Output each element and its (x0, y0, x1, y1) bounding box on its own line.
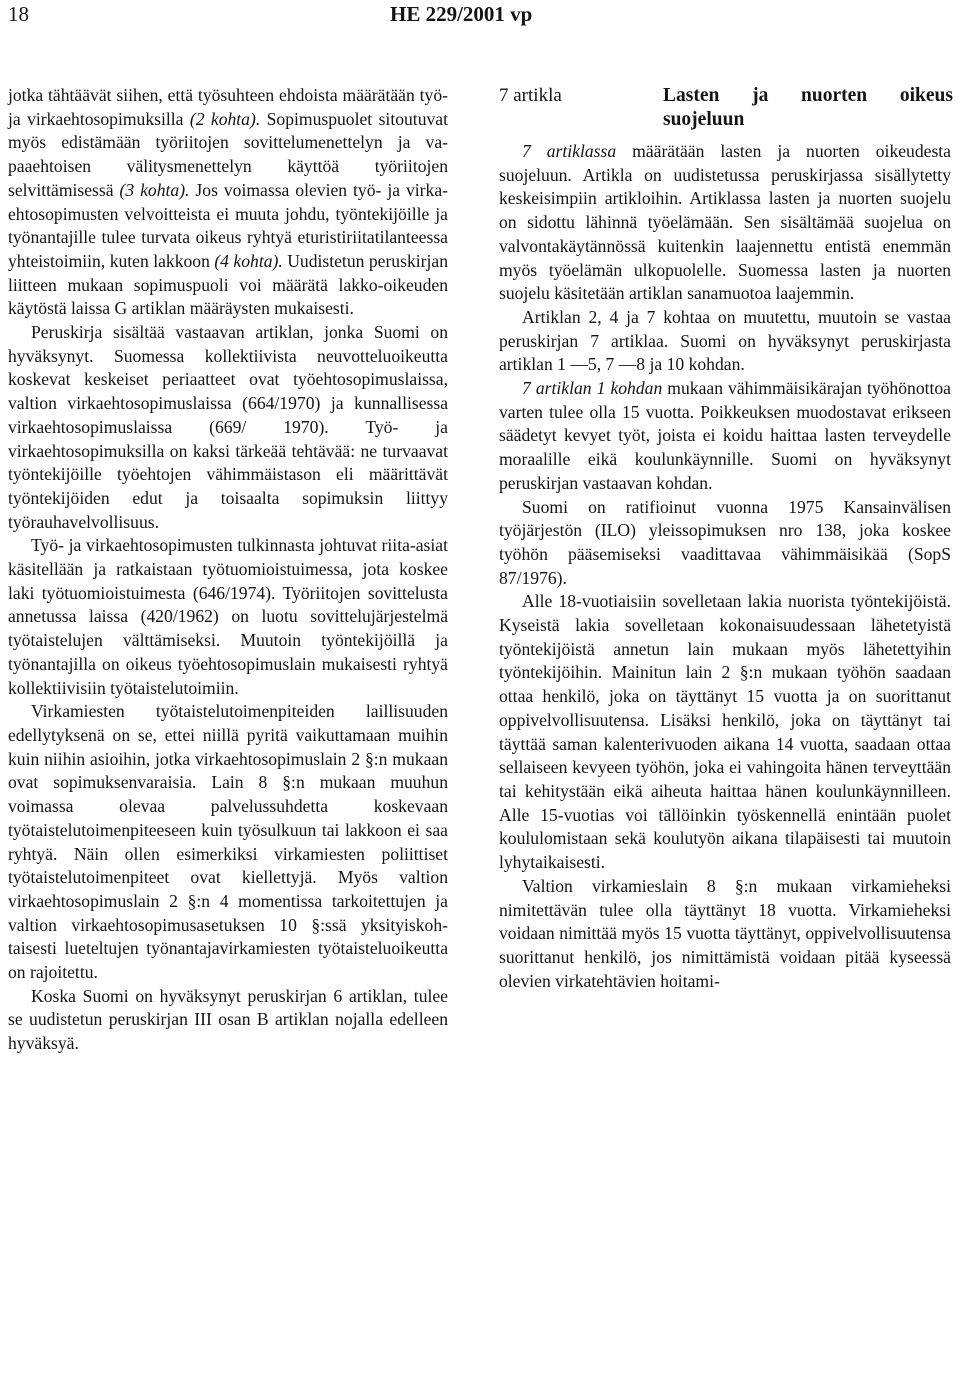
page-number: 18 (8, 2, 29, 26)
text-run: jotka tähtäävät siihen, että työsuhteen ehdoista määrätään työ- ja virkaehtosopimuksilla (8, 85, 448, 129)
document-id: HE 229/2001 vp (390, 2, 533, 26)
paragraph: Virkamiesten työtaistelutoimenpiteiden laillisuuden edellytyksenä on se, ettei niillä pyritä vaikuttamaan muihin kuin niihin asioihin, jotka virkaehtosopimuslain 2 §:n mukaan ovat sopimuksenvaraisia. Lain 8 §:n mukaan muuhun voimassa olevaa palvelussuhdetta koskevaan työtaistelutoimenpiteeseen kuin työsulkuun tai lakkoon ei saa ryhtyä. Näin ollen esimerkiksi virkamiesten poliittiset työtaistelutoimenpiteet ovat kiellettyjä. Myös valtion virkaehtosopimuslain 2 §:n 4 momentissa tarkoitettujen ja valtion virkaehtosopimusasetuksen 10 §:ssä yksityiskohtaisesti lueteltujen työnantajavirkamiesten työtaisteluoikeutta on rajoitettu. (8, 701, 448, 983)
reference: 7 artiklassa (522, 141, 617, 161)
paragraph: Peruskirja sisältää vastaavan artiklan, jonka Suomi on hyväksynyt. Suomessa kollektiivista neuvotteluoikeutta koskevat keskeiset periaatteet ovat työehtosopimuslaissa, valtion virkaehtosopimuslaissa (664/1970) ja kunnallisessa virkaehtosopimuslaissa (669/ 1970). Työ- ja virkaehtosopimuksilla on kaksi tärkeää tehtävää: ne turvaavat työntekijöille työehtojen vähimmäistason eli määrittävät työntekijöiden edut ja toisaalta sopimuksin liittyy työrauhavelvollisuus. (8, 322, 448, 532)
reference: (3 kohta). (119, 179, 190, 200)
paragraph (499, 377, 951, 496)
text-run: Jos voimassa olevien työ- ja virka- ehtosopimusten velvoitteista ei muuta johdu, työntekijöille ja työnantajille tulee turvata oikeus ryhtyä eturistiriitatilanteessa yhteistoimiin, kuten lakkoon (8, 179, 448, 271)
paragraph (8, 84, 448, 321)
text-run: mukaan vähimmäisikärajan työhönottoa varten tulee olla 15 vuotta. Poikkeuksen muodostavat erikseen säädetyt kevyet työt, joista ei koidu haittaa lasten terveydelle moraalille eikä koulunkäynnille. Suomi on hyväksynyt peruskirjan vastaavan kohdan. (499, 378, 951, 493)
text-run: määrätään lasten ja nuorten oikeudesta suojeluun. Artikla on uudistetussa peruskirjassa sisällytetty keskeisimpiin artikloihin. Artiklassa lasten ja nuorten suojelu on sidottu lähinnä työelämään. Sen sisältämää suojelua on valvontakäytännössä kuitenkin laajennettu entistä enemmän myös työelämän ulkopuolelle. Suomessa lasten ja nuorten suojelu käsitetään artiklan sanamuotoa laajemmin. (499, 141, 951, 304)
page-header (0, 0, 960, 34)
article-number: 7 artikla (499, 85, 562, 106)
paragraph (499, 140, 951, 306)
article-title: Lasten ja nuorten oikeus suojeluun (663, 85, 953, 130)
paragraph: Alle 18-vuotiaisiin sovelletaan lakia nuorista työntekijöistä. Kyseistä lakia sovelletaan kokonaisuudessaan lähetetyistä työntekijöistä annetun lain mukaan myös lähetettyihin työntekijöihin. Mainitun lain 2 §:n mukaan työhön saadaan ottaa henkilö, joka on täyttänyt 15 vuotta ja on suorittanut oppivelvollisuutensa. Lisäksi henkilö, joka on täyttänyt tai täyttää saman kalenterivuoden aikana 14 vuotta, saadaan ottaa sellaiseen kevyeen työhön, joka ei vahingoita hänen terveyttään tai kehitystään eikä aiheuta haittaa hänen koulunkäynnilleen. Alle 15-vuotias voi tällöinkin työskennellä enintään puolet koululomistaan sekä koulutyön aikana tilapäisesti tai muutoin lyhytaikaisesti. (499, 591, 951, 873)
left-column (8, 84, 448, 1056)
text-run: Sopimuspuolet sitoutuvat myös edistämään työriitojen sovittelumenettelyn ja vapaaehtoisen välitysmenettelyn käyttöä työriitojen selvittämisessä (8, 108, 448, 200)
text-run: Uudistetun peruskirjan liitteen mukaan sopimuspuoli voi määrätä lakko-oikeuden käytöstä laissa G artiklan määräysten mukaisesti. (8, 250, 448, 319)
paragraph: Artiklan 2, 4 ja 7 kohtaa on muutettu, muutoin se vastaa peruskirjan 7 artiklaa. Suomi on hyväksynyt peruskirjasta artiklan 1 —5, 7 —8 ja 10 kohdan. (499, 306, 951, 375)
article-heading (499, 84, 951, 134)
paragraph: Valtion virkamieslain 8 §:n mukaan virkamieheksi nimitettävän tulee olla täyttänyt 18 vuotta. Virkamieheksi voidaan nimittää myös 15 vuotta täyttänyt, oppivelvollisuutensa suorittanut henkilö, jos nimittämistä voidaan pitää kyseessä olevien virkatehtävien hoitami- (499, 875, 951, 991)
paragraph: Työ- ja virkaehtosopimusten tulkinnasta johtuvat riita-asiat käsitellään ja ratkaistaan työtuomioistuimessa, jota koskee laki työtuomioistuimesta (646/1974). Työriitojen sovittelusta annetussa laissa (420/1962) on luotu sovittelujärjestelmä työtaistelujen välttämiseksi. Muutoin työntekijöillä ja työnantajilla on oikeus työehtosopimuslain mukaisesti ryhtyä kollektiivisiin työtaistelutoimiin. (8, 535, 448, 698)
right-column (499, 84, 951, 993)
reference: (4 kohta). (214, 250, 283, 271)
reference: 7 artiklan 1 kohdan (522, 378, 663, 399)
paragraph: Suomi on ratifioinut vuonna 1975 Kansainvälisen työjärjestön (ILO) yleissopimuksen nro 138, joka koskee työhön pääsemiseksi vaadittavaa vähimmäisikää (SopS 87/1976). (499, 496, 951, 588)
paragraph: Koska Suomi on hyväksynyt peruskirjan 6 artiklan, tulee se uudistetun peruskirjan III osan B artiklan nojalla edelleen hyväksyä. (8, 985, 448, 1054)
reference: (2 kohta). (189, 108, 261, 129)
